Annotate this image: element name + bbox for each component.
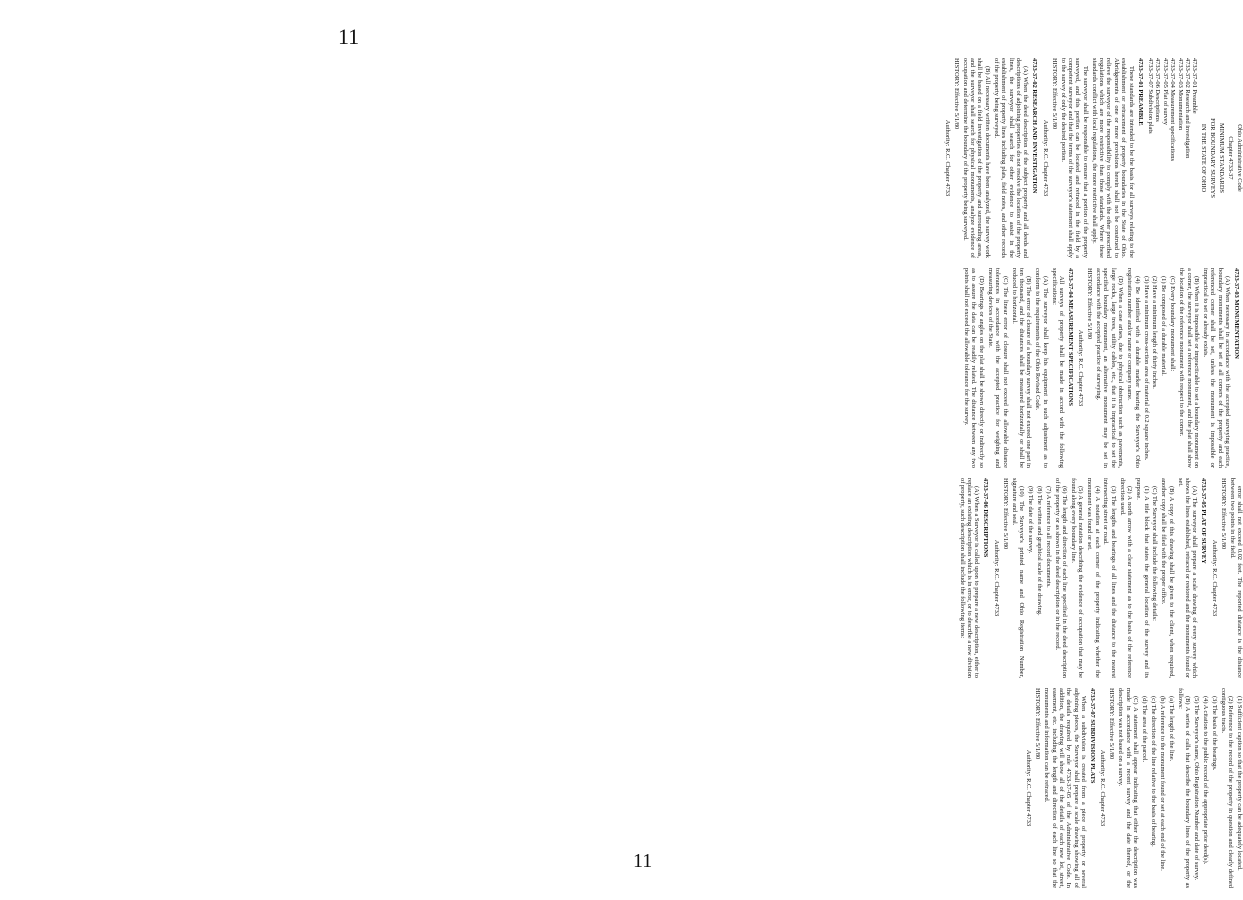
doc-heading: MINIMUM STANDARDS <box>1218 123 1226 193</box>
paragraph: (B) When it is impossible or impracticable to set a boundary monument on a corner, the surveyor shall set a reference monument, and the plat shall show the location of the reference monument with respect to the corner. <box>1178 268 1200 468</box>
paragraph: (D) When a case arises, due to physical obstruction such as pavements, large rocks, large trees, utility cables, etc., that it is impractical to set the specified boundary monument, an alternative monument may be set in accordance with the accepted practice of surveying. <box>1095 268 1125 468</box>
toc-item: 4733-37-02 Research and investigation <box>1184 58 1192 159</box>
paragraph: All surveys of property shall be made in accord with the following specifications: <box>1050 268 1065 468</box>
paragraph: error shall not exceed 0.02 feet. The reported distance is the distance between two points in the field. <box>1228 478 1243 678</box>
authority-line: Authority: R.C. Chapter 4733 <box>1025 749 1033 827</box>
section-heading: 4733-37-03 MONUMENTATION <box>1233 268 1240 359</box>
paragraph: (A) When a Surveyor is called upon to prepare a new description, either to replace an existing description which is in error, or to describe a new division of property, such description shall include the following items: <box>958 478 981 678</box>
list-item: (5) A general notation describing the evidence of occupation that may be found along every boundary line. <box>1069 478 1085 678</box>
list-item: (1) A title block that states the general location of the survey and its purpose. <box>1135 478 1150 678</box>
section-heading: 4733-37-07 SUBDIVISION PLATS <box>1089 688 1097 784</box>
list-item: (2) Reference to the record of the property in question and clearly defined contiguous tracts. <box>1219 688 1235 888</box>
column-3 <box>668 478 1243 678</box>
authority-line: Authority: R.C. Chapter 4733 <box>943 119 951 197</box>
doc-heading: FOR BOUNDARY SURVEYS <box>1209 118 1217 198</box>
paragraph: (C) The linear error of closure shall not exceed the allowable distance tolerances in accordance with the accepted practice for weighing and measuring devices of the State. <box>986 268 1009 468</box>
paragraph: (A) When necessary in accordance with the accepted surveying practice, boundary monuments shall be set at all corners of the property and each referenced corner shall be set, unless the monument is impossible or impractical to set or already exists. <box>1201 268 1232 468</box>
rotated-page <box>668 58 1243 888</box>
history-line: HISTORY: Effective 5/1/80 <box>1086 268 1094 340</box>
paragraph: (C) The Surveyor shall include the following details: <box>1151 486 1159 621</box>
doc-heading: IN THE STATE OF OHIO <box>1200 123 1208 193</box>
paragraph: When a subdivision is created from a piece of property or several adjoining pieces, the Surveyor shall prepare a scale drawing showing all of the details required by rule 4733-37-05 of the Administrative Code. In addition, the drawing will show all of the details of each new lot, street, easement, etc. including the length and direction of each line so that the monuments and information can be retraced. <box>1043 688 1088 888</box>
list-item: (4) Be identified with a durable marker bearing the Surveyor's Ohio registration number and/or name or company name. <box>1126 268 1141 468</box>
paragraph: (B) A series of calls that describe the boundary lines of the property as follows: <box>1176 688 1192 888</box>
history-line: HISTORY: Effective 5/1/80 <box>1219 478 1227 550</box>
history-line: HISTORY: Effective 5/1/80 <box>952 58 960 130</box>
section-heading: 4733-37-05 PLAT OF SURVEY <box>1200 478 1208 564</box>
list-item: (d) The area of the parcel. <box>1141 696 1149 763</box>
paragraph: (B) A copy of this drawing shall be given to the client, when required, another copy shall be filed with the proper office. <box>1160 478 1175 678</box>
toc-item: 4733-37-01 Preamble <box>1191 58 1199 114</box>
list-item: (1) Be composed of a durable material. <box>1160 276 1168 376</box>
authority-line: Authority: R.C. Chapter 4733 <box>1077 329 1085 407</box>
column-2 <box>668 268 1243 468</box>
paragraph: (B) All necessary written documents have been analyzed, the survey work shall be based on a field investigation of the property and surrounding areas, and the surveyor shall search for physical monuments, analyze evidence of occupation and determine the boundary of the property being surveyed. <box>961 58 991 258</box>
column-4 <box>668 688 1243 888</box>
list-item: (3) Have a minimum cross-section area of material of 0.2 square inches. <box>1142 276 1150 461</box>
list-item: (10) The Surveyor's printed name and Ohio Registration Number, signature and seal. <box>1010 478 1025 678</box>
doc-title: Ohio Administrative Code <box>1236 124 1243 192</box>
list-item: (9) The date of the survey. <box>1026 486 1034 554</box>
paragraph: (A) When the deed description of the subject property and all deeds and descriptions of adjoining properties do not resolve the location of the property lines, the surveyor shall search for other evidence to assist in the establishment of property lines including plats, field notes, and other records of the property being surveyed. <box>992 58 1030 258</box>
list-item: (5) The Surveyor's name, Ohio Registration Number and date of survey. <box>1192 696 1200 881</box>
toc-item: 4733-37-07 Subdivision plats <box>1147 58 1155 134</box>
paragraph: (D) Bearings or angles on the plat shall be shown directly or indirectly so as to assure the data can be readily related. The distance between any two points shall not exceed the allowable tolerance for the survey. <box>963 268 985 468</box>
history-line: HISTORY: Effective 5/1/80 <box>1050 58 1058 130</box>
section-heading: 4733-37-06 DESCRIPTIONS <box>982 478 990 558</box>
toc-item: 4733-37-03 Monumentation <box>1176 58 1184 131</box>
section-heading: 4733-37-04 MEASUREMENT SPECIFICATIONS <box>1066 268 1074 406</box>
list-item: (7) A reference to all record documents. <box>1044 486 1052 588</box>
paragraph: The surveyor shall be responsible to ensure that a portion of the property surveyed, and this portion can be located and retraced in the field by a competent surveyor and that the terms of the surveyor's statement shall apply to the survey of only the desired portion. <box>1059 58 1089 258</box>
toc-item: 4733-37-05 Plat of survey <box>1161 58 1169 125</box>
list-item: (8) The written and graphical scale of the drawing. <box>1035 486 1043 616</box>
list-item: (1) Sufficient caption so that the property can be adequately located. <box>1236 696 1243 871</box>
table-of-contents <box>1147 58 1199 258</box>
authority-line: Authority: R.C. Chapter 4733 <box>1210 539 1218 617</box>
list-item: (4) A citation to the public record of the appropriate prior deed(s). <box>1201 696 1209 865</box>
paragraph: (C) Every boundary monument shall: <box>1169 276 1177 372</box>
list-item: (c) The direction of the line relative to the basis of bearing. <box>1149 696 1157 847</box>
paragraph: These standards are intended to be the basis for all surveys relating to the establishment or retracement of property boundaries in the State of Ohio. Abridgements of one or more provisions herein shall not be construed to relieve the surveyor of the responsibility to comply with the other prescribed regulations which are more restrictive than those standards. Where these standards conflict with local regulations, the more restrictive shall apply. <box>1090 58 1135 258</box>
authority-line: Authority: R.C. Chapter 4733 <box>992 539 1000 617</box>
history-line: HISTORY: Effective 5/1/80 <box>1034 688 1042 760</box>
toc-item: 4733-37-04 Measurement specifications <box>1169 58 1177 161</box>
list-item: (2) Have a minimum length of thirty inches. <box>1151 276 1159 389</box>
authority-line: Authority: R.C. Chapter 4733 <box>1099 749 1107 827</box>
list-item: (a) The length of the line. <box>1167 696 1175 762</box>
section-heading: 4733-37-02 RESEARCH AND INVESTIGATION <box>1031 58 1039 194</box>
paragraph: (A) The surveyor shall keep his equipment in such adjustment as to conform to the requirements of the Ohio Revised Code. <box>1034 268 1049 468</box>
page-number-bottom: 11 <box>633 850 653 872</box>
column-1 <box>668 58 1243 258</box>
page-number-top: 11 <box>338 24 360 49</box>
list-item: (3) The basis of the bearings. <box>1210 696 1218 771</box>
authority-line: Authority: R.C. Chapter 4733 <box>1041 119 1049 197</box>
section-heading: 4733-37-01 PREAMBLE <box>1136 58 1144 126</box>
list-item: (4) A notation at each corner of the property indicating whether the monument was found or set. <box>1086 478 1101 678</box>
page-content <box>668 58 1243 888</box>
history-line: HISTORY: Effective 5/1/80 <box>1001 478 1009 550</box>
list-item: (6) The length and direction of each line specified in the deed description of the property or as shown in the deed description or in the record. <box>1053 478 1068 678</box>
list-item: (b) A reference to the monument found or set at each end of the line. <box>1158 696 1166 871</box>
list-item: (2) A north arrow with a clear statement as to the basis of the reference direction used. <box>1118 478 1134 678</box>
paragraph: (B) The error of closure of a boundary survey shall not exceed one part in ten thousand, and the distances shall be measured horizontally or shall be reduced to horizontal. <box>1010 268 1033 468</box>
list-item: (3) The lengths and bearings of all lines and the distance to the nearest intersecting street or road. <box>1102 478 1117 678</box>
paragraph: (C) A statement shall appear indicating that either the description was made in accordance with a recent survey and the date thereof, or the description was not based on a survey. <box>1117 688 1140 888</box>
paragraph: (A) The surveyor shall prepare a scale drawing of every survey which shows the lines established, retraced or restored and the monuments found or set. <box>1176 478 1199 678</box>
history-line: HISTORY: Effective 5/1/80 <box>1108 688 1116 760</box>
doc-chapter: Chapter 4733-37 <box>1227 136 1235 180</box>
toc-item: 4733-37-06 Descriptions <box>1154 58 1162 122</box>
